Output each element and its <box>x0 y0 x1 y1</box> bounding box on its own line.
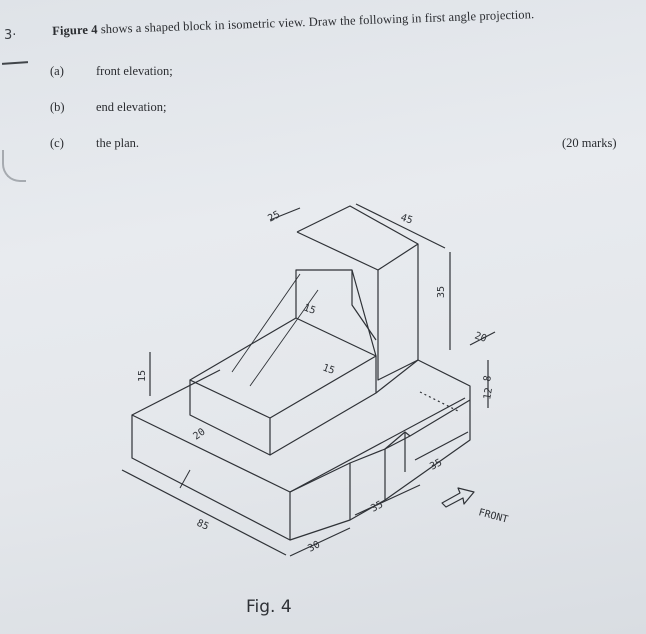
upright-base-ledge <box>376 360 470 400</box>
dim-12: 12 <box>482 386 496 401</box>
front-arrow <box>442 488 474 507</box>
base-right-face <box>385 400 470 500</box>
item-a-label: (a) <box>50 64 64 78</box>
dim-45: 45 <box>399 212 414 227</box>
dim-35-b: 35 <box>428 457 445 473</box>
dim-35-a: 35 <box>369 499 386 515</box>
base-left-face <box>132 415 290 540</box>
dim-15-a: 15 <box>301 302 318 317</box>
dim-35-vertical: 35 <box>436 285 447 298</box>
dim-line-35a <box>355 485 420 515</box>
upright-front-edge <box>297 232 378 350</box>
item-b-text: end elevation; <box>96 100 167 114</box>
dim-line-85 <box>122 470 286 555</box>
dim-15-left: 15 <box>137 369 148 382</box>
figure-caption: Fig. 4 <box>246 597 292 617</box>
dim-20-right: 20 <box>472 330 489 345</box>
base-top-front-edge <box>290 398 465 492</box>
left-block-top <box>190 318 376 418</box>
upright-side <box>378 244 418 380</box>
slope-edge <box>352 270 376 340</box>
dim-20-left: 20 <box>191 426 208 443</box>
dim-25: 25 <box>266 209 283 225</box>
dim-line-35b <box>415 432 468 460</box>
base-top-right-edge <box>385 400 470 449</box>
item-c-text: the plan. <box>96 136 140 150</box>
marks-label: (20 marks) <box>562 136 617 150</box>
item-c-label: (c) <box>50 136 64 150</box>
front-label: FRONT <box>477 507 510 526</box>
dim-15-b: 15 <box>320 362 337 377</box>
question-prefix: Figure 4 <box>52 22 98 38</box>
dim-line-45 <box>356 204 445 248</box>
dim-line-30 <box>290 528 350 556</box>
dim-85: 85 <box>194 517 211 533</box>
base-front-face <box>290 463 350 540</box>
dim-8: 8 <box>482 374 495 383</box>
item-a-text: front elevation; <box>96 64 173 78</box>
item-b-label: (b) <box>50 100 65 114</box>
margin-annotation: 3· <box>4 28 17 43</box>
question-body: shows a shaped block in isometric view. Draw the following in first angle projection. <box>100 7 535 37</box>
left-block-front <box>190 380 270 455</box>
dim-30: 30 <box>306 539 323 555</box>
